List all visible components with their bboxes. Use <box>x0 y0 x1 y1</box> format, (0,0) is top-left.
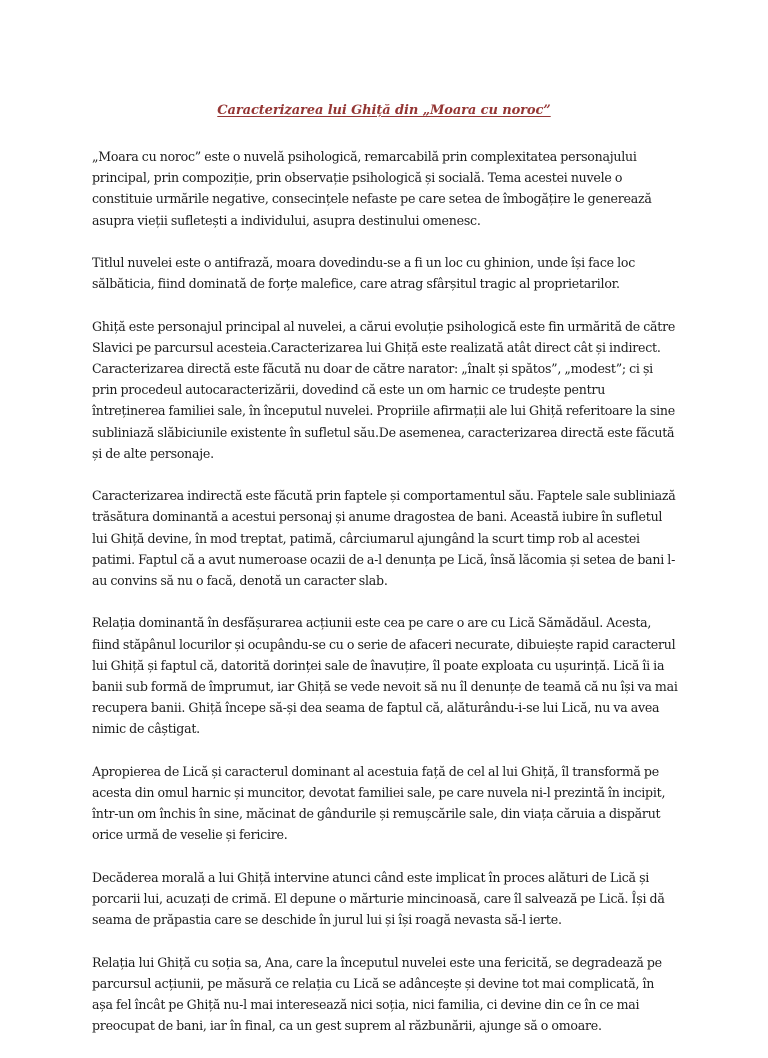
paragraph: „Moara cu noroc” este o nuvelă psihologică, remarcabilă prin complexitatea personajului principal, prin compoziție, prin observație psihologică și socială. Tema acestei nuvele o constituie urmările negative, consecințele nefaste pe care setea de îmbogățire le generează asupra vieții sufletești a individului, asupra destinului omenesc. <box>92 149 652 228</box>
paragraph: Relația lui Ghiță cu soția sa, Ana, care la începutul nuvelei este una fericită, se degradează pe parcursul acțiunii, pe măsură ce relația cu Lică se adâncește și devine tot mai complicată, în așa fel încât pe Ghiță nu-l mai interesează nici soția, nici familia, ci devine din ce în ce mai preocupat de bani, iar în final, ca un gest suprem al răzbunării, ajunge să o omoare. <box>92 954 662 1034</box>
paragraph: Apropierea de Lică și caracterul dominant al acestuia față de cel al lui Ghiță, îl transformă pe acesta din omul harnic și muncitor, devotat familiei sale, pe care nuvela ni-l prezintă în incipit, într-un om închis în sine, măcinat de gândurile și remușcările sale, din viața căruia a dispărut orice urmă de veselie și fericire. <box>92 763 666 843</box>
document-body <box>92 146 678 1058</box>
paragraph: Caracterizarea indirectă este făcută prin faptele și comportamentul său. Faptele sale subliniază trăsătura dominantă a acestui personaj și anume dragostea de bani. Această iubire în sufletul lui Ghiță devine, în mod treptat, patimă, cârciumarul ajungând la scurt timp rob al acestei patimi. Faptul că a avut numeroase ocazii de a-l denunța pe Lică, însă lăcomia și setea de bani l-au convins să nu o facă, denotă un caracter slab. <box>92 488 676 589</box>
paragraph: Ghiță este personajul principal al nuvelei, a cărui evoluție psihologică este fin urmărită de către Slavici pe parcursul acesteia.Caracterizarea lui Ghiță este realizată atât direct cât și indirect. Caracterizarea directă este făcută nu doar de către narator: „înalt și spătos”, „modest”; ci și prin procedeul autocaracterizării, dovedind că este un om harnic ce trudește pentru întreținerea familiei sale, în începutul nuvelei. Propriile afirmații ale lui Ghiță referitoare la sine subliniază slăbiciunile existente în sufletul său.De asemenea, caracterizarea directă este făcută și de alte personaje. <box>92 318 676 461</box>
paragraph: Relația dominantă în desfășurarea acțiunii este cea pe care o are cu Lică Sămădăul. Acesta, fiind stăpânul locurilor și ocupându-se cu o serie de afaceri necurate, dibuiește rapid caracterul lui Ghiță și faptul că, datorită dorinței sale de înavuțire, îl poate exploata cu ușurință. Lică îi ia banii sub formă de împrumut, iar Ghiță se vede nevoit să nu îl denunțe de teamă că nu își va mai recupera banii. Ghiță începe să-și dea seama de faptul că, alăturându-i-se lui Lică, nu va avea nimic de câștigat. <box>92 615 678 737</box>
document-title: Caracterizarea lui Ghiță din „Moara cu noroc” <box>217 103 551 118</box>
paragraph: Decăderea morală a lui Ghiță intervine atunci când este implicat în proces alături de Lică și porcarii lui, acuzați de crimă. El depune o mărturie mincinoasă, care îl salvează pe Lică. Își dă seama de prăpastia care se deschide în jurul lui și își roagă nevasta să-l ierte. <box>92 869 665 928</box>
paragraph: Titlul nuvelei este o antifrază, moara dovedindu-se a fi un loc cu ghinion, unde își face loc sălbăticia, fiind dominată de forțe malefice, care atrag sfârșitul tragic al proprietarilor. <box>92 255 636 292</box>
